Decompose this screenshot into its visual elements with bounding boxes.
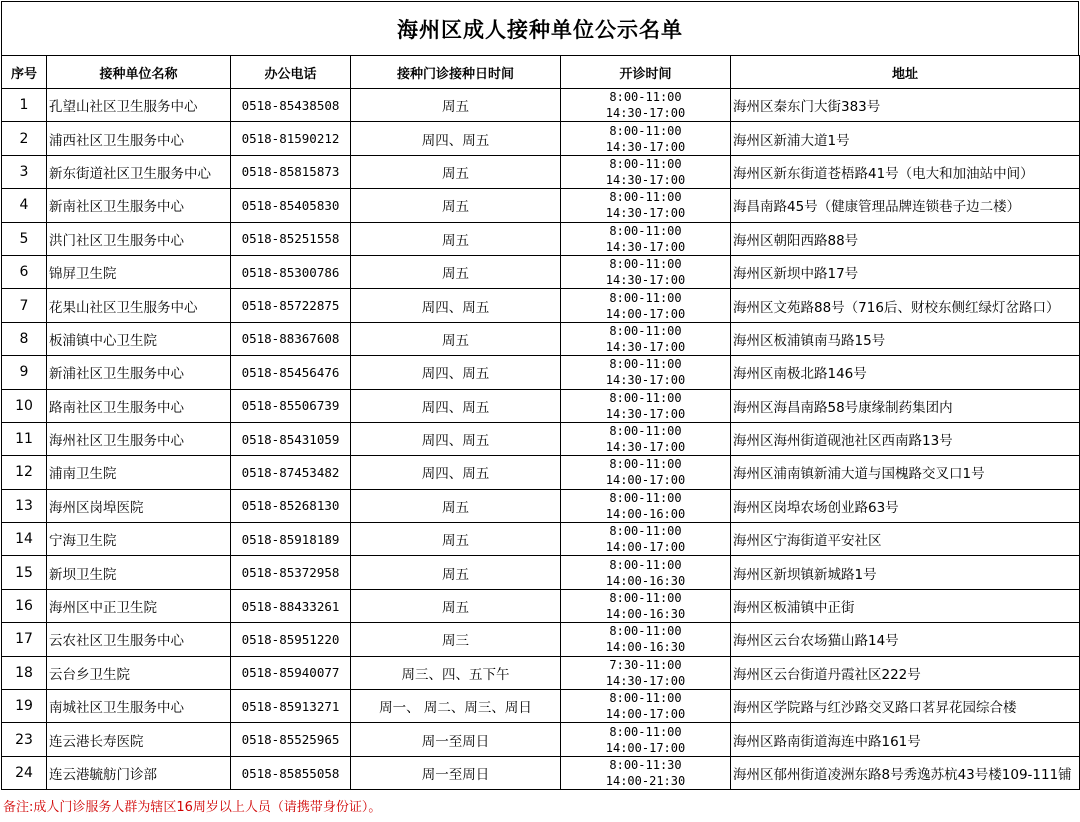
row-number: 14	[2, 523, 47, 556]
unit-name: 连云港长寿医院	[47, 723, 231, 756]
vaccination-days: 周一至周日	[351, 723, 561, 756]
hours-morning: 8:00-11:00	[609, 257, 682, 272]
table-row	[2, 723, 1080, 756]
hours-morning: 8:00-11:00	[609, 490, 682, 505]
hours-afternoon: 14:30-17:00	[605, 673, 686, 688]
address: 海州区路南街道海连中路161号	[731, 723, 1080, 756]
row-number: 18	[2, 656, 47, 689]
vaccination-units-table	[1, 55, 1080, 790]
hours-morning: 8:00-11:00	[609, 424, 682, 439]
hours-afternoon: 14:00-21:30	[605, 774, 686, 788]
hours-morning: 8:00-11:00	[609, 390, 682, 405]
office-phone: 0518-85438508	[231, 89, 351, 122]
hours-afternoon: 14:00-17:00	[605, 707, 686, 722]
clinic-hours	[561, 422, 731, 455]
vaccination-days: 周五	[351, 489, 561, 522]
unit-name: 新坝卫生院	[47, 556, 231, 589]
unit-name: 新浦社区卫生服务中心	[47, 356, 231, 389]
table-row	[2, 255, 1080, 288]
hours-afternoon: 14:30-17:00	[605, 373, 686, 388]
header-address: 地址	[731, 56, 1080, 89]
table-row	[2, 89, 1080, 122]
office-phone: 0518-88433261	[231, 589, 351, 622]
hours-afternoon: 14:30-17:00	[605, 106, 686, 121]
vaccination-days: 周四、周五	[351, 356, 561, 389]
clinic-hours	[561, 356, 731, 389]
unit-name: 宁海卫生院	[47, 523, 231, 556]
address: 海州区岗埠农场创业路63号	[731, 489, 1080, 522]
vaccination-days: 周五	[351, 222, 561, 255]
clinic-hours	[561, 122, 731, 155]
page-title: 海州区成人接种单位公示名单	[1, 1, 1079, 55]
clinic-hours	[561, 89, 731, 122]
table-row	[2, 623, 1080, 656]
table-row	[2, 756, 1080, 789]
office-phone: 0518-81590212	[231, 122, 351, 155]
clinic-hours	[561, 389, 731, 422]
unit-name: 云台乡卫生院	[47, 656, 231, 689]
address: 海州区南极北路146号	[731, 356, 1080, 389]
vaccination-days: 周四、周五	[351, 456, 561, 489]
unit-name: 云农社区卫生服务中心	[47, 623, 231, 656]
address: 海州区郁州街道凌洲东路8号秀逸苏杭43号楼109-111铺	[731, 756, 1080, 789]
clinic-hours	[561, 322, 731, 355]
address: 海州区云台农场猫山路14号	[731, 623, 1080, 656]
row-number: 6	[2, 255, 47, 288]
row-number: 9	[2, 356, 47, 389]
vaccination-days: 周四、周五	[351, 422, 561, 455]
office-phone: 0518-85251558	[231, 222, 351, 255]
office-phone: 0518-85506739	[231, 389, 351, 422]
row-number: 11	[2, 422, 47, 455]
unit-name: 海州区中正卫生院	[47, 589, 231, 622]
vaccination-days: 周四、周五	[351, 389, 561, 422]
row-number: 12	[2, 456, 47, 489]
row-number: 24	[2, 756, 47, 789]
footnote: 备注:成人门诊服务人群为辖区16周岁以上人员（请携带身份证）。	[3, 800, 382, 815]
row-number: 13	[2, 489, 47, 522]
address: 海州区宁海街道平安社区	[731, 523, 1080, 556]
hours-afternoon: 14:00-17:00	[605, 740, 686, 755]
clinic-hours	[561, 255, 731, 288]
clinic-hours	[561, 155, 731, 188]
table-row	[2, 222, 1080, 255]
office-phone: 0518-85456476	[231, 356, 351, 389]
hours-afternoon: 14:00-17:00	[605, 540, 686, 555]
unit-name: 孔望山社区卫生服务中心	[47, 89, 231, 122]
vaccination-days: 周五	[351, 89, 561, 122]
hours-afternoon: 14:00-17:00	[605, 473, 686, 488]
address: 海州区板浦镇中正街	[731, 589, 1080, 622]
unit-name: 新南社区卫生服务中心	[47, 189, 231, 222]
office-phone: 0518-87453482	[231, 456, 351, 489]
header-phone: 办公电话	[231, 56, 351, 89]
address: 海州区浦南镇新浦大道与国槐路交叉口1号	[731, 456, 1080, 489]
unit-name: 路南社区卫生服务中心	[47, 389, 231, 422]
vaccination-days: 周五	[351, 589, 561, 622]
address: 海州区新浦大道1号	[731, 122, 1080, 155]
table-row	[2, 656, 1080, 689]
header-no: 序号	[2, 56, 47, 89]
hours-morning: 8:00-11:00	[609, 156, 682, 171]
clinic-hours	[561, 289, 731, 322]
clinic-hours	[561, 690, 731, 723]
clinic-hours	[561, 489, 731, 522]
address: 海州区文苑路88号（716后、财校东侧红绿灯岔路口）	[731, 289, 1080, 322]
address: 海昌南路45号（健康管理品牌连锁巷子边二楼）	[731, 189, 1080, 222]
table-row	[2, 289, 1080, 322]
hours-afternoon: 14:30-17:00	[605, 339, 686, 354]
address: 海州区板浦镇南马路15号	[731, 322, 1080, 355]
hours-afternoon: 14:00-16:30	[605, 573, 686, 588]
row-number: 17	[2, 623, 47, 656]
row-number: 15	[2, 556, 47, 589]
table-header-row	[2, 56, 1080, 89]
row-number: 10	[2, 389, 47, 422]
hours-morning: 7:30-11:00	[609, 657, 682, 672]
hours-afternoon: 14:30-17:00	[605, 206, 686, 221]
table-row	[2, 356, 1080, 389]
hours-morning: 8:00-11:00	[609, 524, 682, 539]
unit-name: 连云港毓舫门诊部	[47, 756, 231, 789]
row-number: 8	[2, 322, 47, 355]
unit-name: 洪门社区卫生服务中心	[47, 222, 231, 255]
table-row	[2, 122, 1080, 155]
table-row	[2, 322, 1080, 355]
vaccination-days: 周四、周五	[351, 122, 561, 155]
vaccination-days: 周三、四、五下午	[351, 656, 561, 689]
clinic-hours	[561, 222, 731, 255]
hours-afternoon: 14:30-17:00	[605, 406, 686, 421]
office-phone: 0518-85300786	[231, 255, 351, 288]
vaccination-table-sheet	[1, 1, 1079, 790]
header-days: 接种门诊接种日时间	[351, 56, 561, 89]
row-number: 16	[2, 589, 47, 622]
address: 海州区新坝中路17号	[731, 255, 1080, 288]
row-number: 3	[2, 155, 47, 188]
office-phone: 0518-88367608	[231, 322, 351, 355]
vaccination-days: 周三	[351, 623, 561, 656]
table-row	[2, 155, 1080, 188]
unit-name: 海州社区卫生服务中心	[47, 422, 231, 455]
unit-name: 海州区岗埠医院	[47, 489, 231, 522]
office-phone: 0518-85918189	[231, 523, 351, 556]
hours-afternoon: 14:00-16:30	[605, 607, 686, 622]
hours-morning: 8:00-11:00	[609, 457, 682, 472]
office-phone: 0518-85815873	[231, 155, 351, 188]
clinic-hours	[561, 656, 731, 689]
clinic-hours	[561, 189, 731, 222]
hours-morning: 8:00-11:00	[609, 90, 682, 105]
hours-morning: 8:00-11:00	[609, 624, 682, 639]
address: 海州区学院路与红沙路交叉路口茗昇花园综合楼	[731, 690, 1080, 723]
hours-morning: 8:00-11:00	[609, 123, 682, 138]
address: 海州区海昌南路58号康缘制药集团内	[731, 389, 1080, 422]
table-row	[2, 189, 1080, 222]
hours-afternoon: 14:00-16:00	[605, 506, 686, 521]
row-number: 5	[2, 222, 47, 255]
vaccination-days: 周五	[351, 155, 561, 188]
hours-morning: 8:00-11:00	[609, 591, 682, 606]
clinic-hours	[561, 623, 731, 656]
vaccination-days: 周五	[351, 322, 561, 355]
office-phone: 0518-85431059	[231, 422, 351, 455]
hours-afternoon: 14:30-17:00	[605, 440, 686, 455]
hours-afternoon: 14:00-16:30	[605, 640, 686, 655]
office-phone: 0518-85855058	[231, 756, 351, 789]
unit-name: 板浦镇中心卫生院	[47, 322, 231, 355]
address: 海州区秦东门大街383号	[731, 89, 1080, 122]
table-row	[2, 422, 1080, 455]
table-row	[2, 589, 1080, 622]
hours-afternoon: 14:30-17:00	[605, 172, 686, 187]
clinic-hours	[561, 456, 731, 489]
hours-morning: 8:00-11:00	[609, 357, 682, 372]
clinic-hours	[561, 589, 731, 622]
clinic-hours	[561, 756, 731, 789]
hours-morning: 8:00-11:00	[609, 290, 682, 305]
unit-name: 浦南卫生院	[47, 456, 231, 489]
address: 海州区新坝镇新城路1号	[731, 556, 1080, 589]
office-phone: 0518-85405830	[231, 189, 351, 222]
hours-morning: 8:00-11:00	[609, 223, 682, 238]
vaccination-days: 周四、周五	[351, 289, 561, 322]
row-number: 2	[2, 122, 47, 155]
clinic-hours	[561, 556, 731, 589]
row-number: 7	[2, 289, 47, 322]
office-phone: 0518-85940077	[231, 656, 351, 689]
unit-name: 新东街道社区卫生服务中心	[47, 155, 231, 188]
address: 海州区新东街道苍梧路41号（电大和加油站中间）	[731, 155, 1080, 188]
address: 海州区云台街道丹霞社区222号	[731, 656, 1080, 689]
hours-morning: 8:00-11:00	[609, 557, 682, 572]
hours-morning: 8:00-11:00	[609, 724, 682, 739]
office-phone: 0518-85525965	[231, 723, 351, 756]
row-number: 19	[2, 690, 47, 723]
vaccination-days: 周五	[351, 255, 561, 288]
row-number: 1	[2, 89, 47, 122]
unit-name: 花果山社区卫生服务中心	[47, 289, 231, 322]
unit-name: 锦屏卫生院	[47, 255, 231, 288]
office-phone: 0518-85722875	[231, 289, 351, 322]
hours-afternoon: 14:00-17:00	[605, 306, 686, 321]
hours-morning: 8:00-11:30	[609, 758, 682, 772]
unit-name: 南城社区卫生服务中心	[47, 690, 231, 723]
address: 海州区海州街道砚池社区西南路13号	[731, 422, 1080, 455]
table-row	[2, 690, 1080, 723]
clinic-hours	[561, 523, 731, 556]
header-hours: 开诊时间	[561, 56, 731, 89]
vaccination-days: 周一、 周二、周三、周日	[351, 690, 561, 723]
clinic-hours	[561, 723, 731, 756]
header-name: 接种单位名称	[47, 56, 231, 89]
table-row	[2, 389, 1080, 422]
office-phone: 0518-85372958	[231, 556, 351, 589]
vaccination-days: 周五	[351, 189, 561, 222]
hours-morning: 8:00-11:00	[609, 691, 682, 706]
hours-afternoon: 14:30-17:00	[605, 139, 686, 154]
table-row	[2, 523, 1080, 556]
office-phone: 0518-85951220	[231, 623, 351, 656]
unit-name: 浦西社区卫生服务中心	[47, 122, 231, 155]
table-row	[2, 489, 1080, 522]
office-phone: 0518-85913271	[231, 690, 351, 723]
table-row	[2, 556, 1080, 589]
hours-morning: 8:00-11:00	[609, 323, 682, 338]
vaccination-days: 周一至周日	[351, 756, 561, 789]
vaccination-days: 周五	[351, 556, 561, 589]
address: 海州区朝阳西路88号	[731, 222, 1080, 255]
hours-afternoon: 14:30-17:00	[605, 273, 686, 288]
row-number: 23	[2, 723, 47, 756]
office-phone: 0518-85268130	[231, 489, 351, 522]
row-number: 4	[2, 189, 47, 222]
hours-afternoon: 14:30-17:00	[605, 239, 686, 254]
vaccination-days: 周五	[351, 523, 561, 556]
table-row	[2, 456, 1080, 489]
hours-morning: 8:00-11:00	[609, 190, 682, 205]
